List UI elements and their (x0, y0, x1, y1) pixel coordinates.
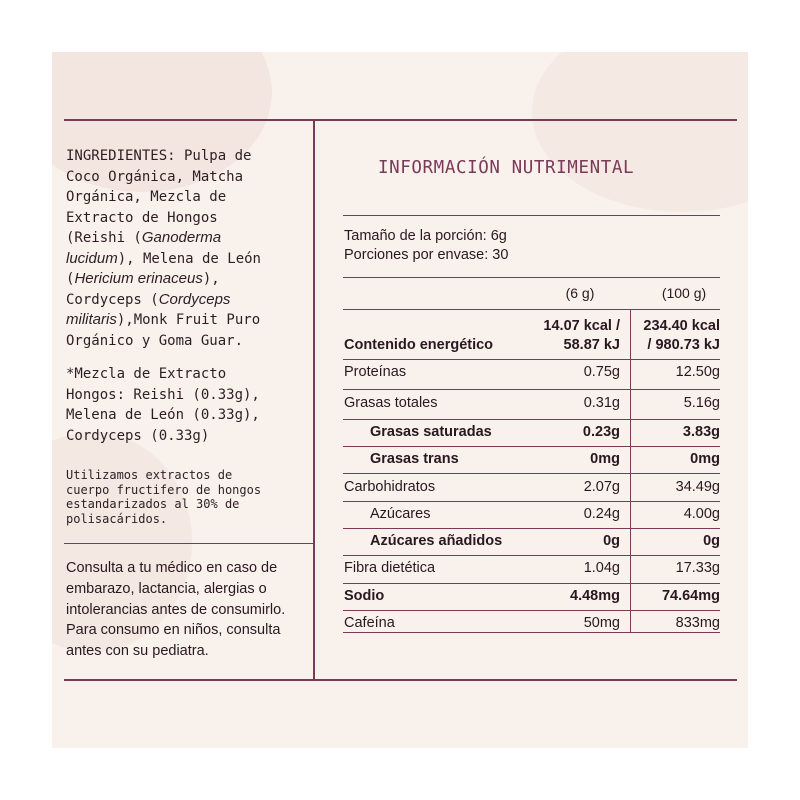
serving-size: Tamaño de la porción: 6g (344, 228, 507, 244)
nutrient-value-100g: 74.64mg (661, 588, 720, 604)
warning-text: Consulta a tu médico en caso de embarazo, lactancia, alergias o intolerancias antes de consumirlo. Para consumo en niños, consulta antes con su pediatra. (66, 560, 286, 660)
row-divider (343, 419, 720, 420)
ingredients-text (66, 146, 306, 351)
nutrient-value-6g: 4.48mg (570, 588, 620, 604)
nutrient-value-6g: 0.75g (583, 364, 620, 380)
nutrient-value-6g: 0.23g (582, 424, 620, 440)
extract-note: Utilizamos extractos de cuerpo fructifero de hongos estandarizados al 30% de polisacáridos. (66, 468, 262, 526)
nutrient-value-100g: 5.16g (683, 395, 720, 411)
background-shape (532, 52, 748, 212)
ingredients-scientific-name: Hericium erinaceus (74, 270, 203, 287)
nutrient-label: Grasas totales (344, 395, 438, 411)
nutrient-value-6g: 50mg (583, 615, 620, 631)
energy-6g-kcal: 14.07 kcal / (543, 318, 620, 334)
column-divider (313, 119, 315, 681)
nutrient-value-6g: 0g (603, 533, 620, 549)
row-divider (343, 583, 720, 584)
row-divider (343, 528, 720, 529)
energy-6g-kj: 58.87 kJ (563, 337, 620, 353)
nutrient-value-100g: 34.49g (675, 479, 720, 495)
nutrient-label: Azúcares añadidos (370, 533, 503, 549)
title-divider (343, 215, 720, 216)
ingredients-part: ), Melena de León ( (66, 250, 261, 287)
energy-100g-kj: / 980.73 kJ (647, 337, 720, 353)
top-divider (64, 119, 737, 121)
ingredients-scientific-name: Cordyceps militaris (66, 290, 231, 328)
nutrient-label: Sodio (344, 588, 385, 604)
row-divider (343, 446, 720, 447)
serving-info (344, 227, 508, 265)
nutrient-label: Cafeína (344, 615, 395, 631)
nutrient-label: Grasas trans (370, 451, 459, 467)
nutrient-value-100g: 0g (703, 533, 720, 549)
column-header-100g: (100 g) (661, 285, 707, 301)
bottom-divider (64, 679, 737, 681)
nutrient-value-100g: 17.33g (675, 560, 720, 576)
ingredients-part: ), Cordyceps ( (66, 271, 220, 308)
row-divider (343, 555, 720, 556)
ingredients-scientific-name: Ganoderma lucidum (66, 229, 222, 267)
column-header-6g: (6 g) (565, 285, 595, 301)
nutrient-label: Carbohidratos (344, 479, 436, 495)
nutrition-title: INFORMACIÓN NUTRIMENTAL (378, 158, 635, 178)
row-divider (343, 473, 720, 474)
nutrient-value-6g: 0mg (590, 451, 620, 467)
row-divider (343, 610, 720, 611)
nutrient-value-100g: 12.50g (675, 364, 720, 380)
row-divider (343, 501, 720, 502)
nutrient-value-6g: 1.04g (583, 560, 620, 576)
nutrient-value-100g: 833mg (675, 615, 720, 631)
energy-100g (600, 317, 720, 355)
serving-divider (343, 277, 720, 278)
nutrient-value-6g: 2.07g (583, 479, 620, 495)
ingredients-part: Pulpa de Coco Orgánica, Matcha Orgánica, Mezcla de Extracto de Hongos (Reishi ( (66, 148, 252, 246)
blend-note: *Mezcla de Extracto Hongos: Reishi (0.33g), Melena de León (0.33g), Cordyceps (0.33g) (66, 366, 260, 444)
nutrient-value-6g: 0.31g (583, 395, 620, 411)
left-divider (64, 543, 313, 544)
ingredients-label: INGREDIENTES: (66, 148, 176, 164)
nutrient-value-100g: 4.00g (683, 506, 720, 522)
nutrient-label: Proteínas (344, 364, 407, 380)
row-divider (343, 359, 720, 360)
nutrient-value-100g: 0mg (690, 451, 720, 467)
energy-label: Contenido energético (344, 337, 494, 353)
nutrient-label: Fibra dietética (344, 560, 436, 576)
nutrient-label: Azúcares (370, 506, 431, 522)
row-divider (343, 389, 720, 390)
energy-100g-kcal: 234.40 kcal (643, 318, 720, 334)
nutrient-value-6g: 0.24g (583, 506, 620, 522)
nutrient-label: Grasas saturadas (370, 424, 492, 440)
servings-per-container: Porciones por envase: 30 (344, 247, 509, 263)
ingredients-part: ),Monk Fruit Puro Orgánico y Goma Guar. (66, 312, 261, 349)
row-divider (343, 632, 720, 633)
header-divider (343, 309, 720, 310)
nutrient-value-100g: 3.83g (682, 424, 720, 440)
